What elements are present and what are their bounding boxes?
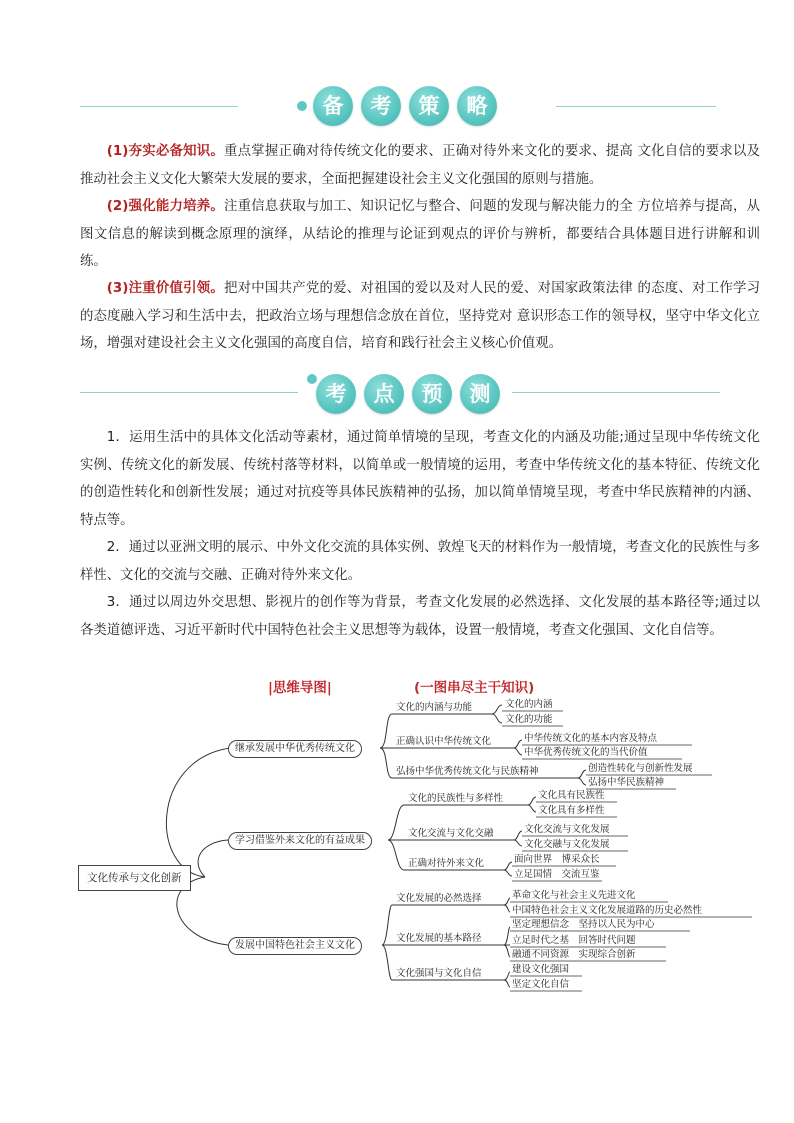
mindmap-leaf: 建设文化强国 [512, 964, 570, 975]
mindmap-leaf: 坚定文化自信 [512, 979, 570, 990]
strategy-lead: (3)注重价值引领。 [106, 281, 225, 296]
mindmap-leaf: 中华传统文化的基本内容及特点 [524, 733, 658, 744]
mindmap-branch: 发展中国特色社会主义文化 [228, 937, 362, 955]
mindmap-node: 弘扬中华优秀传统文化与民族精神 [396, 766, 539, 777]
mindmap-node: 文化强国与文化自信 [396, 968, 482, 979]
banner-char: 测 [460, 374, 500, 414]
strategy-lead: (1)夯实必备知识。 [106, 144, 225, 159]
mindmap-leaf: 面向世界 博采众长 [514, 854, 600, 865]
banner-char: 预 [412, 374, 452, 414]
mindmap-leaf: 文化交融与文化发展 [524, 839, 610, 850]
mindmap-leaf: 坚定理想信念 坚持以人民为中心 [512, 919, 655, 930]
mindmap-leaf: 融通不同资源 实现综合创新 [512, 949, 636, 960]
strategy-text: 重点掌握正确对待传统文化的要求、正确对待外来文化的要求、提高 文化自信的要求以及推动社会主义文化大繁荣大发展的要求，全面把握建设社会主义文化强国的原则与措施。 [80, 144, 760, 187]
mindmap-leaf: 文化的功能 [505, 714, 553, 725]
mindmap-root: 文化传承与文化创新 [78, 865, 191, 891]
banner-char: 考 [316, 374, 356, 414]
banner-char: 略 [457, 86, 497, 126]
mindmap-node: 文化的民族性与多样性 [408, 793, 504, 804]
mindmap-leaf: 立足国情 交流互鉴 [514, 869, 600, 880]
forecast-item-3: 3．通过以周边外交思想、影视片的创作等为背景，考查文化发展的必然选择、文化发展的基本路径等;通过以各类道德评选、习近平新时代中国特色社会主义思想等为载体，设置一般情境，考查文化强国、文化自信等。 [80, 595, 760, 638]
strategy-text: 把对中国共产党的爱、对祖国的爱以及对人民的爱、对国家政策法律 的态度、对工作学习的态度融入学习和生活中去，把政治立场与理想信念放在首位，坚持党对 意识形态工作的领导权，坚守中华文化立场，增强对建设社会主义文化强国的高度自信，培育和践行社会主义核心价值观。 [80, 281, 760, 351]
forecast-item-2: 2．通过以亚洲文明的展示、中外文化交流的具体实例、敦煌飞天的材料作为一般情境，考查文化的民族性与多样性、文化的交流与交融、正确对待外来文化。 [80, 540, 760, 583]
mindmap-node: 文化发展的基本路径 [396, 933, 482, 944]
mindmap-leaf: 文化具有民族性 [538, 790, 605, 801]
mindmap-node: 文化的内涵与功能 [396, 702, 473, 713]
mindmap-node: 正确对待外来文化 [408, 858, 485, 869]
forecast-item-1: 1．运用生活中的具体文化活动等素材，通过简单情境的呈现，考查文化的内涵及功能;通过呈现中华传统文化实例、传统文化的新发展、传统村落等材料，以简单或一般情境的运用，考查中华传统文化的基本特征、传统文化的创造性转化和创新性发展；通过对抗疫等具体民族精神的弘扬，加以简单情境呈现，考查中华民族精神的内涵、特点等。 [80, 430, 760, 528]
strategy-text: 注重信息获取与加工、知识记忆与整合、问题的发现与解决能力的全 方位培养与提高，从图文信息的解读到概念原理的演绎，从结论的推理与论证到观点的评价与辨析，都要结合具体题目进行讲解和训练。 [80, 199, 760, 269]
mindmap-branch: 学习借鉴外来文化的有益成果 [228, 832, 372, 850]
mindmap-leaf: 文化交流与文化发展 [524, 824, 610, 835]
mindmap-leaf: 革命文化与社会主义先进文化 [512, 890, 636, 901]
mindmap-leaf: 弘扬中华民族精神 [588, 777, 665, 788]
mindmap-branch: 继承发展中华优秀传统文化 [228, 740, 362, 758]
mindmap-node: 正确认识中华传统文化 [396, 736, 492, 747]
mindmap-leaf: 立足时代之基 回答时代问题 [512, 935, 636, 946]
mindmap-leaf: 文化的内涵 [505, 699, 553, 710]
banner-char: 策 [409, 86, 449, 126]
mindmap-node: 文化发展的必然选择 [396, 893, 482, 904]
mindmap-leaf: 中国特色社会主义文化发展道路的历史必然性 [512, 905, 703, 916]
mindmap-node: 文化交流与文化交融 [408, 828, 494, 839]
mindmap-leaf: 创造性转化与创新性发展 [588, 763, 693, 774]
mindmap-subtitle: (一图串尽主干知识) [414, 680, 535, 696]
mindmap-title: |思维导图| [268, 680, 332, 696]
mindmap-leaf: 中华优秀传统文化的当代价值 [524, 747, 648, 758]
banner-char: 点 [364, 374, 404, 414]
banner-char: 备 [313, 86, 353, 126]
banner-char: 考 [361, 86, 401, 126]
strategy-lead: (2)强化能力培养。 [106, 199, 225, 214]
mindmap-leaf: 文化具有多样性 [538, 805, 605, 816]
